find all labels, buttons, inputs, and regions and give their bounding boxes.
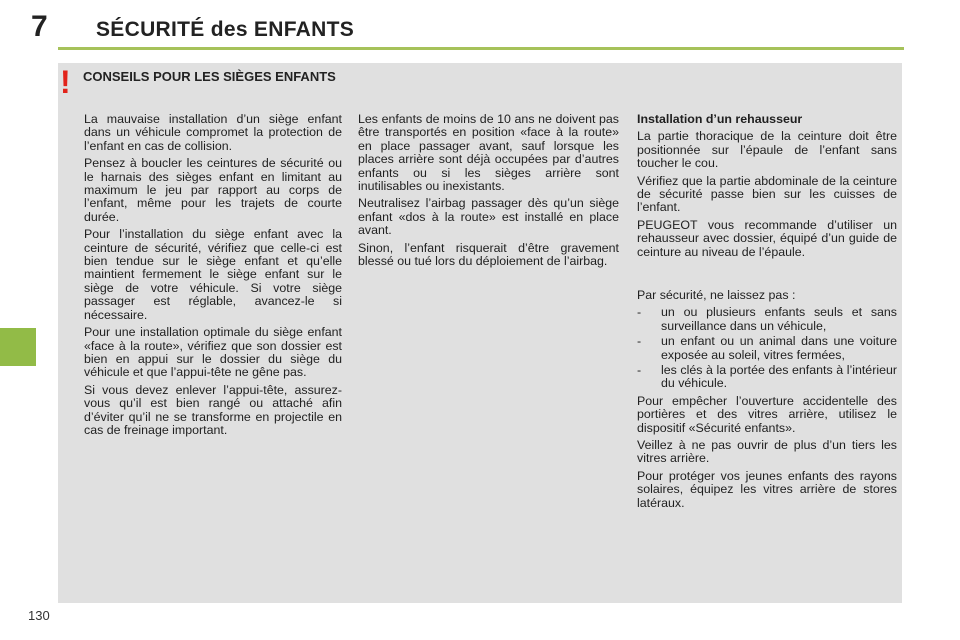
column-2 bbox=[358, 113, 619, 272]
list-item: - les clés à la portée des enfants à l’intérieur du véhicule. bbox=[637, 363, 897, 391]
paragraph: Pensez à boucler les ceintures de sécurité ou le harnais des sièges enfant en limitant au maximum le jeu par rapport au corps de l’enfant, même pour les trajets de courte durée. bbox=[84, 156, 342, 224]
list-item: - un enfant ou un animal dans une voiture exposée au soleil, vitres fermées, bbox=[637, 334, 897, 362]
list-item-text: un ou plusieurs enfants seuls et sans surveillance dans un véhicule, bbox=[661, 305, 897, 333]
paragraph: Vérifiez que la partie abdominale de la ceinture de sécurité passe bien sur les cuisses de l’enfant. bbox=[637, 173, 897, 215]
column-3-safety bbox=[637, 289, 897, 514]
list-item: - un ou plusieurs enfants seuls et sans surveillance dans un véhicule, bbox=[637, 305, 897, 333]
list-item-text: les clés à la portée des enfants à l’intérieur du véhicule. bbox=[661, 363, 897, 391]
list-item-text: un enfant ou un animal dans une voiture exposée au soleil, vitres fermées, bbox=[661, 334, 897, 362]
paragraph: Les enfants de moins de 10 ans ne doivent pas être transportés en position «face à la route» en place passager avant, sauf lorsque les places arrière sont déjà occupées par d’autres enfants ou si les sièges arrière sont inutilisables ou inexistants. bbox=[358, 112, 619, 194]
column-1 bbox=[84, 113, 342, 441]
section-title: CONSEILS POUR LES SIÈGES ENFANTS bbox=[83, 69, 336, 84]
chapter-side-tab bbox=[0, 328, 36, 366]
paragraph: Pour protéger vos jeunes enfants des rayons solaires, équipez les vitres arrière de stores latéraux. bbox=[637, 468, 897, 510]
paragraph: La partie thoracique de la ceinture doit être positionnée sur l’épaule de l’enfant sans toucher le cou. bbox=[637, 129, 897, 171]
paragraph: La mauvaise installation d’un siège enfant dans un véhicule compromet la protection de l’enfant en cas de collision. bbox=[84, 112, 342, 153]
booster-subtitle: Installation d’un rehausseur bbox=[637, 112, 803, 126]
paragraph: Veillez à ne pas ouvrir de plus d’un tiers les vitres arrière. bbox=[637, 438, 897, 466]
paragraph: Pour l’installation du siège enfant avec la ceinture de sécurité, vérifiez que celle-ci est bien tendue sur le siège enfant et qu’elle maintient fermement le siège enfant sur le siège de votre véhicule. Si votre siège passager est réglable, avancez-le si nécessaire. bbox=[84, 227, 342, 322]
safety-list bbox=[637, 306, 897, 390]
chapter-title: SÉCURITÉ des ENFANTS bbox=[96, 18, 355, 41]
paragraph: Neutralisez l’airbag passager dès qu’un siège enfant «dos à la route» est installé en place avant. bbox=[358, 196, 619, 238]
paragraph: Pour une installation optimale du siège enfant «face à la route», vérifiez que son dossier est bien en appui sur le dossier du siège du véhicule et que l’appui-tête ne gêne pas. bbox=[84, 325, 342, 380]
paragraph: Pour empêcher l’ouverture accidentelle des portières et des vitres arrière, utilisez le dispositif «Sécurité enfants». bbox=[637, 393, 897, 435]
warning-icon bbox=[60, 64, 80, 100]
chapter-number: 7 bbox=[31, 10, 48, 43]
header-divider bbox=[58, 47, 904, 50]
paragraph: PEUGEOT vous recommande d’utiliser un rehausseur avec dossier, équipé d’un guide de ceinture au niveau de l’épaule. bbox=[637, 217, 897, 259]
column-3-booster bbox=[637, 113, 897, 263]
paragraph: Sinon, l’enfant risquerait d’être gravement blessé ou tué lors du déploiement de l’airbag. bbox=[358, 240, 619, 269]
warning-symbol: ! bbox=[60, 64, 71, 100]
paragraph: Si vous devez enlever l’appui-tête, assurez-vous qu’il est bien rangé ou attaché afin d’éviter qu’il ne se transforme en projectile en cas de freinage important. bbox=[84, 382, 342, 437]
page-number: 130 bbox=[28, 608, 50, 623]
safety-intro: Par sécurité, ne laissez pas : bbox=[637, 288, 796, 302]
